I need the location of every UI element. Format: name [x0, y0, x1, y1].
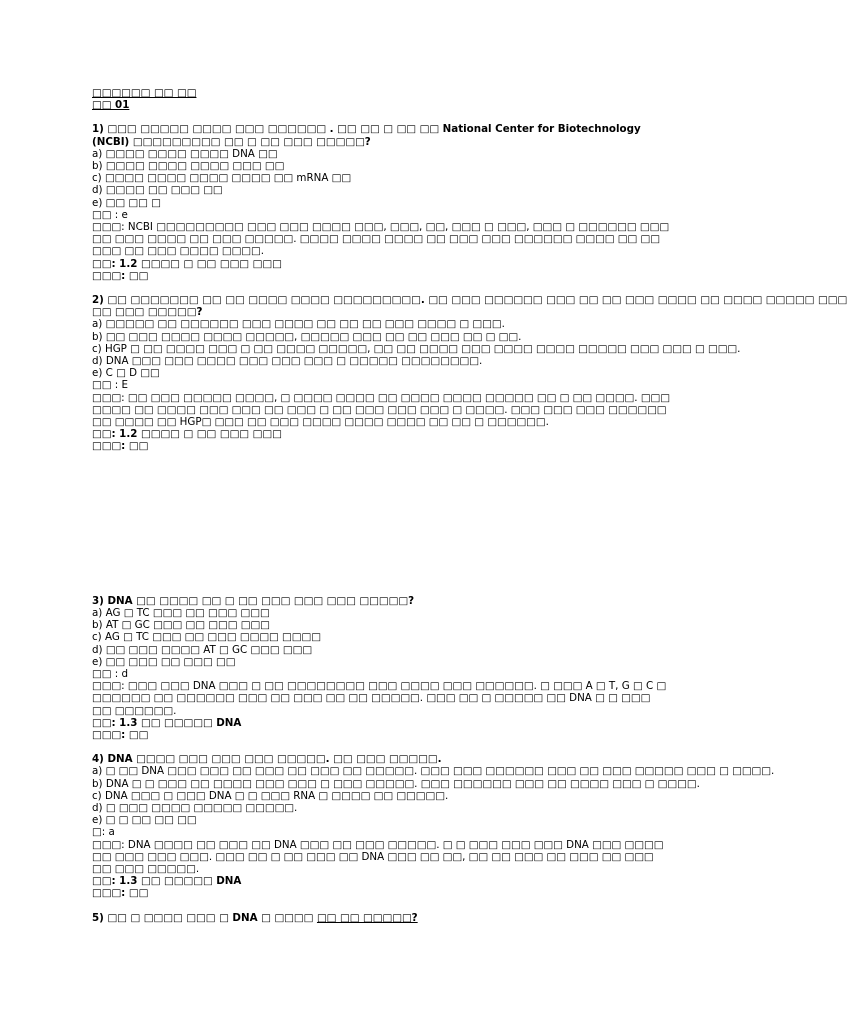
question-stem: 1) □□□ □□□□□ □□□□ □□□ □□□□□□ . □□ □□ □ □□ □□ National Center for Biotechnology — [92, 123, 641, 136]
option-c: c) □□□□ □□□□ □□□□ □□□□ □□ mRNA □□ — [92, 172, 352, 185]
section-reference: □□: 1.3 □□ □□□□□ DNA — [92, 716, 242, 729]
spacer — [92, 282, 672, 294]
option-a: a) □□□□ □□□□ □□□□ DNA □□ — [92, 147, 278, 160]
section-reference: □□: 1.3 □□ □□□□□ DNA — [92, 875, 242, 888]
option-a: a) □□□□□ □□ □□□□□□ □□□ □□□□ □□ □□ □□ □□□ □□□□ □ □□□. — [92, 318, 505, 331]
option-e: e) □□ □□□ □□ □□□ □□ — [92, 655, 236, 668]
section-reference: □□: 1.2 □□□□ □ □□ □□□ □□□ — [92, 428, 282, 441]
option-e: e) C □ D □□ — [92, 367, 160, 380]
option-c: c) HGP □ □□ □□□□ □□□ □ □□ □□□□ □□□□□, □□ □□ □□□□ □□□ □□□□ □□□□ □□□□□ □□□ □□□ □ □□□. — [92, 342, 741, 355]
answer: □□ : e — [92, 208, 128, 221]
difficulty: □□□: □□ — [92, 887, 149, 900]
question-stem: 4) DNA □□□□ □□□ □□□ □□□ □□□□□. □□ □□□ □□□□□. — [92, 753, 442, 766]
option-b: b) □□□□ □□□□ □□□□ □□□ □□ — [92, 160, 285, 173]
question-stem — [92, 912, 672, 924]
option-d: d) □ □□□ □□□□ □□□□□ □□□□□. — [92, 801, 298, 814]
option-c: c) AG □ TC □□□ □□ □□□ □□□□ □□□□ — [92, 631, 321, 644]
page-gap — [92, 453, 672, 595]
question-stem: □□ □□□ □□□□□? — [92, 306, 203, 319]
option-d: d) □□□□ □□ □□□ □□ — [92, 184, 223, 197]
option-a: a) AG □ TC □□□ □□ □□□ □□□ — [92, 606, 270, 619]
option-d: d) □□ □□□ □□□□ AT □ GC □□□ □□□ — [92, 643, 313, 656]
option-b: b) AT □ GC □□□ □□ □□□ □□□ — [92, 619, 270, 632]
explanation: □□□: □□ □□□ □□□□□ □□□□, □ □□□□ □□□□ □□ □□□□ □□□□ □□□□□ □□ □ □□ □□□□. □□□ □□□□ □□ □□□□ □□□ □□□ □□ □□□ □ □□ □□□ □□□ □□□ □ □□□□. □□□ □□□ □□□ □□□□□□ □□ □□□□ □□ HGP□ □□□ □□ □□□ □□□□ □□□□ □□□□ □□ □□ □ □□□□□□. — [92, 391, 671, 429]
question-2 — [92, 294, 847, 453]
answer: □: a — [92, 826, 115, 839]
option-b: b) DNA □ □ □□□ □□ □□□□ □□□ □□□ □ □□□ □□□□□. □□□ □□□□□□ □□□ □□ □□□□ □□□ □ □□□□. — [92, 777, 700, 790]
difficulty: □□□: □□ — [92, 440, 149, 453]
option-e: e) □□ □□ □ — [92, 196, 161, 209]
explanation: □□□: □□□ □□□ DNA □□□ □ □□ □□□□□□□□ □□□ □□□□ □□□ □□□□□□. □ □□□ A □ T, G □ C □ □□□□□□ □□ □□□□□□ □□□ □□ □□□ □□ □□ □□□□□. □□□ □□ □ □□□□□ □□ DNA □ □ □□□ □□ □□□□□□. — [92, 680, 667, 717]
explanation: □□□: NCBI □□□□□□□□□ □□□ □□□ □□□□ □□□, □□□, □□, □□□ □ □□□, □□□ □ □□□□□□ □□□ □□ □□□ □□□□ □□ □□□ □□□□□. □□□□ □□□□ □□□□ □□ □□□ □□□ □□□□□□ □□□□ □□ □□ □□□ □□ □□□ □□□□ □□□□. — [92, 221, 670, 258]
explanation: □□□: DNA □□□□ □□ □□□ □□ DNA □□□ □□ □□□ □□□□□. □ □ □□□ □□□ □□□ DNA □□□ □□□□ □□ □□□ □□□ □□□. □□□ □□ □ □□ □□□ □□ DNA □□□ □□ □□, □□ □□ □□□ □□ □□□ □□ □□□ □□ □□□ □□□□□. — [92, 838, 664, 875]
question-stem: (NCBI) □□□□□□□□□ □□ □ □□ □□□ □□□□□? — [92, 135, 371, 148]
spacer — [92, 741, 672, 753]
option-e: e) □ □ □□ □□ □□ — [92, 814, 197, 827]
document-title: □□□□□□ □□ □□ — [92, 87, 197, 99]
question-stem: 3) DNA □□ □□□□ □□ □ □□ □□□ □□□ □□□ □□□□□? — [92, 594, 415, 607]
question-stem-middle: □ □□□□ — [257, 911, 317, 924]
question-5 — [92, 912, 672, 924]
question-3 — [92, 595, 672, 741]
option-b: b) □□ □□□ □□□□ □□□□ □□□□□, □□□□□ □□□ □□ □□ □□□ □□ □ □□. — [92, 330, 522, 343]
answer: □□ : E — [92, 379, 128, 392]
question-1 — [92, 123, 672, 282]
question-stem-prefix: 5) □□ □ □□□□ □□□ □ — [92, 911, 233, 924]
question-stem: 2) □□ □□□□□□□ □□ □□ □□□□ □□□□ □□□□□□□□□. □□ □□□ □□□□□□ □□□ □□ □□ □□□ □□□□ □□ □□□□ □□□□□ □□□ — [92, 294, 847, 307]
difficulty: □□□: □□ — [92, 269, 149, 282]
section-reference: □□: 1.2 □□□□ □ □□ □□□ □□□ — [92, 257, 282, 270]
difficulty: □□□: □□ — [92, 728, 149, 741]
question-stem-underlined: □□ □□ □□□□□? — [316, 911, 418, 924]
spacer — [92, 900, 672, 912]
chapter-heading: □□ 01 — [92, 99, 130, 112]
option-a: a) □ □□ DNA □□□ □□□ □□ □□□ □□ □□□ □□ □□□□□. □□□ □□□ □□□□□□ □□□ □□ □□□ □□□□□ □□□ □ □□□□. — [92, 765, 775, 778]
document-body — [92, 87, 847, 924]
question-stem-term: DNA — [232, 911, 258, 924]
option-d: d) DNA □□□ □□□ □□□□ □□□ □□□ □□□ □ □□□□□ □□□□□□□□. — [92, 355, 483, 368]
spacer — [92, 111, 672, 123]
question-4 — [92, 753, 775, 900]
option-c: c) DNA □□□ □ □□□ DNA □ □ □□□ RNA □ □□□□ □□ □□□□□. — [92, 789, 449, 802]
answer: □□ : d — [92, 667, 129, 680]
